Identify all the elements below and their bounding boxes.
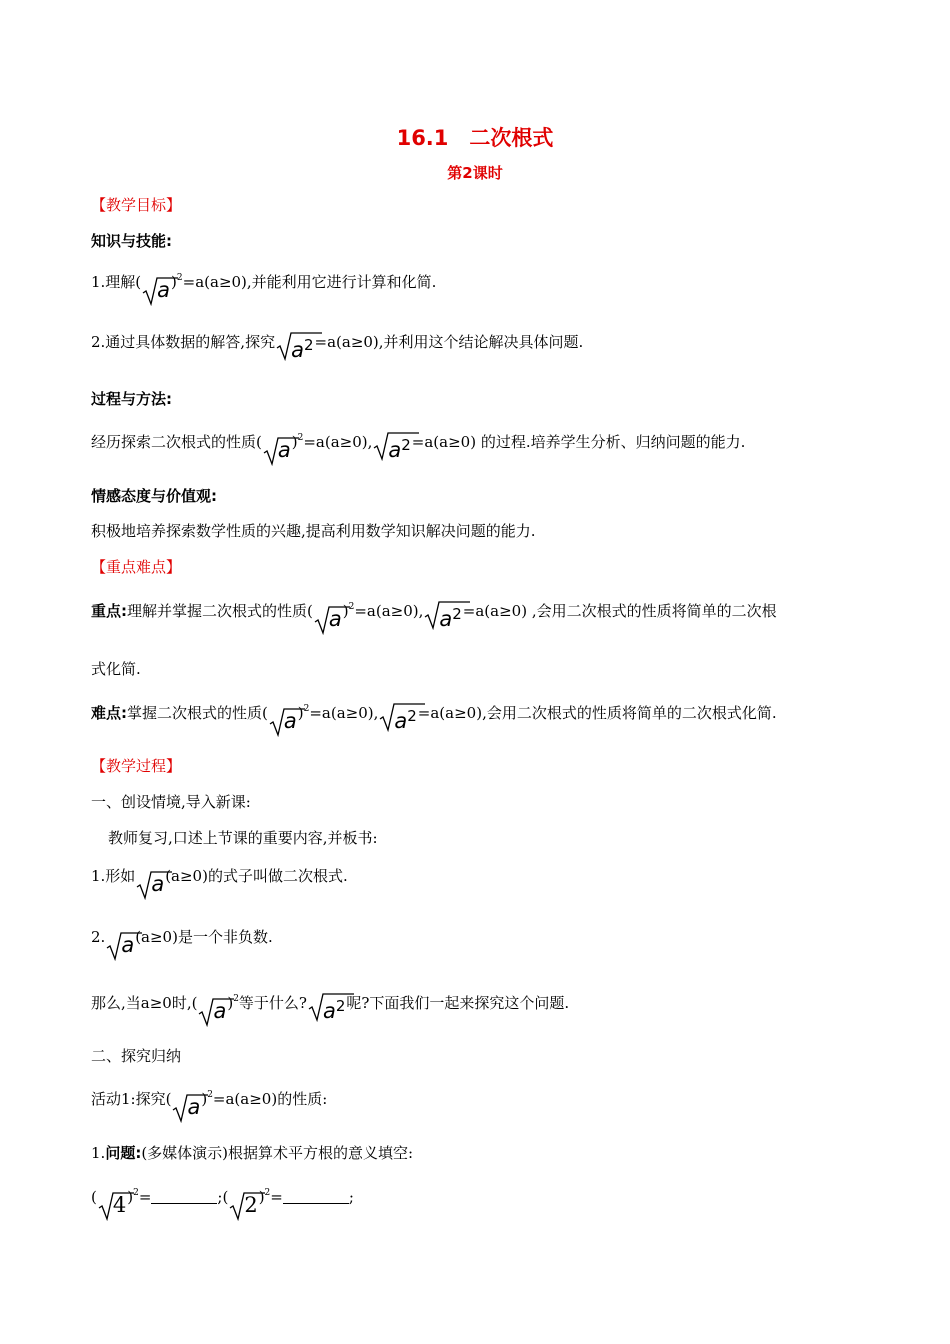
sqrt-a-symbol: a xyxy=(106,931,134,957)
text: 2.通过具体数据的解答,探究 xyxy=(91,333,276,351)
section-goals-heading: 【教学目标】 xyxy=(91,196,182,214)
section-key-heading: 【重点难点】 xyxy=(91,558,182,576)
attitude-heading: 情感态度与价值观: xyxy=(91,487,217,505)
sqrt-a-symbol: a xyxy=(172,1093,200,1119)
page-title: 16.1 二次根式 xyxy=(396,126,554,150)
focus-line: 重点:理解并掌握二次根式的性质( a)$^2$=a(a≥0), $a^2=a(a\ge 0)$ ,会用二次根式的性质将简单的二次根 xyxy=(91,602,777,631)
answer-blank-2[interactable] xyxy=(283,1189,349,1204)
process-line-2: 2. a(a≥0)是一个非负数. xyxy=(91,928,273,957)
sqrt-2-symbol: 2 xyxy=(229,1191,257,1217)
method-heading: 过程与方法: xyxy=(91,390,172,408)
answer-blank-1[interactable] xyxy=(151,1189,217,1204)
sqrt-a-squared-symbol: $a^2$ xyxy=(308,992,345,1023)
sqrt-a-symbol: a xyxy=(136,870,164,896)
text: =a(a≥0) 的过程.培养学生分析、归纳问题的能力. xyxy=(411,433,746,451)
sqrt-a-squared-symbol: $a^2$ xyxy=(379,702,416,733)
attitude-text: 积极地培养探索数学性质的兴趣,提高利用数学知识解决问题的能力. xyxy=(91,522,536,540)
step1-heading: 一、创设情境,导入新课: xyxy=(91,793,251,811)
step2-heading: 二、探究归纳 xyxy=(91,1047,182,1065)
text: =a(a≥0),并能利用它进行计算和化简. xyxy=(182,273,437,291)
review-text: 教师复习,口述上节课的重要内容,并板书: xyxy=(108,829,378,847)
sqrt-a-squared-symbol: $a^2$ xyxy=(373,431,410,462)
sqrt-a-symbol: a xyxy=(198,997,226,1023)
problem-label: 问题: xyxy=(105,1144,142,1162)
problem-line: 1.问题:(多媒体演示)根据算术平方根的意义填空: xyxy=(91,1144,414,1162)
question-line: 那么,当a≥0时,( a)$^2$等于什么? $a^2$呢?下面我们一起来探究这个问题. xyxy=(91,994,570,1023)
text: 1.理解( xyxy=(91,273,142,291)
sqrt-a-symbol: a xyxy=(314,605,342,631)
goal-line-1: 1.理解( a)$^2$=a(a≥0),并能利用它进行计算和化简. xyxy=(91,273,437,302)
process-line-1: 1.形如 a(a≥0)的式子叫做二次根式. xyxy=(91,867,348,896)
goal-line-2 xyxy=(91,331,583,362)
method-line: 经历探索二次根式的性质( a)$^2$=a(a≥0), $a^2=a(a\ge 0)$ 的过程.培养学生分析、归纳问题的能力. xyxy=(91,433,746,462)
page-subtitle: 第2课时 xyxy=(447,164,503,182)
sqrt-a-symbol: a xyxy=(263,436,291,462)
focus-label: 重点: xyxy=(91,602,127,620)
text: 经历探索二次根式的性质( xyxy=(91,433,262,451)
activity-line: 活动1:探究( a)$^2$=a(a≥0)的性质: xyxy=(91,1090,328,1119)
sqrt-a-symbol: a xyxy=(142,276,170,302)
sqrt-a-symbol: a xyxy=(269,707,297,733)
text: =a(a≥0),并利用这个结论解决具体问题. xyxy=(314,333,584,351)
sqrt-4-symbol: 4 xyxy=(98,1191,126,1217)
focus-line-cont: 式化简. xyxy=(91,660,141,678)
sqrt-a-squared-symbol: $a^2$ xyxy=(424,600,461,631)
section-process-heading: 【教学过程】 xyxy=(91,757,182,775)
sqrt-a-squared-symbol: $a^2$ xyxy=(276,331,313,362)
difficulty-line: 难点:掌握二次根式的性质( a)$^2$=a(a≥0), $a^2=a(a\ge 0)$,会用二次根式的性质将简单的二次根式化简. xyxy=(91,704,777,733)
knowledge-heading: 知识与技能: xyxy=(91,232,172,250)
difficulty-label: 难点: xyxy=(91,704,127,722)
fill-blank-line: ( 4)$^2$= ;( 2)$^2$= ; xyxy=(91,1188,354,1217)
